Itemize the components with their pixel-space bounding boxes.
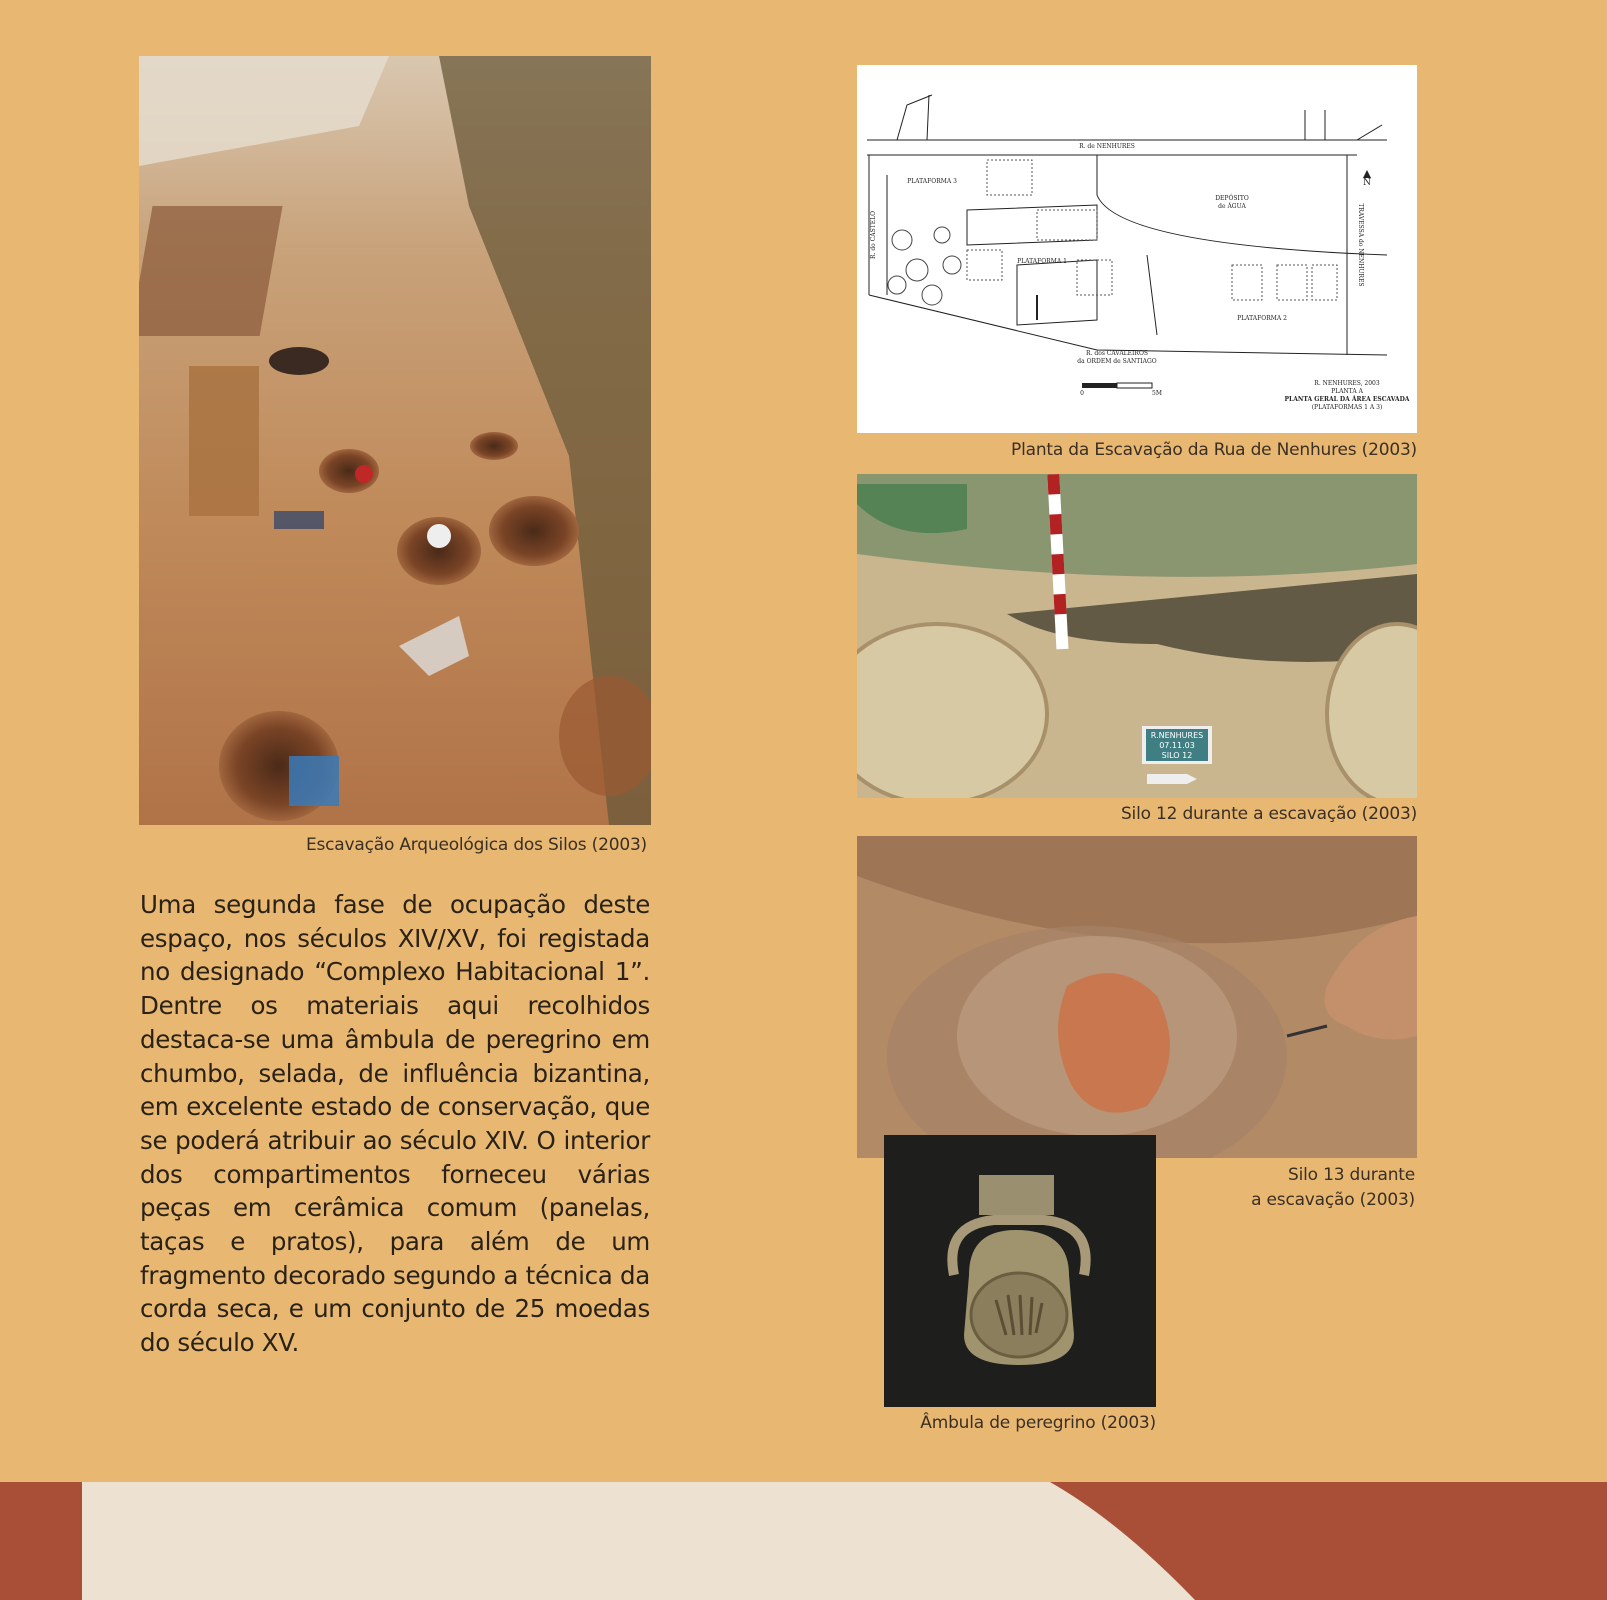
svg-text:R. NENHURES, 2003: R. NENHURES, 2003 — [1314, 380, 1380, 387]
ambula-caption: Âmbula de peregrino (2003) — [920, 1413, 1156, 1433]
ambula-photo — [884, 1135, 1156, 1407]
silo-13-caption-line2: a escavação (2003) — [1251, 1190, 1415, 1210]
site-plan-drawing — [857, 65, 1417, 433]
svg-text:R. de NENHURES: R. de NENHURES — [1079, 143, 1135, 150]
svg-text:0: 0 — [1080, 390, 1084, 397]
svg-text:(PLATAFORMAS 1 A 3): (PLATAFORMAS 1 A 3) — [1311, 404, 1383, 411]
silo-12-photo — [857, 474, 1417, 798]
svg-text:R. dos CAVALEIROS: R. dos CAVALEIROS — [1086, 350, 1148, 357]
svg-text:DEPÓSITO: DEPÓSITO — [1215, 195, 1249, 202]
svg-text:PLATAFORMA 2: PLATAFORMA 2 — [1237, 315, 1287, 322]
svg-text:da ORDEM de SANTIAGO: da ORDEM de SANTIAGO — [1077, 358, 1157, 365]
body-paragraph: Uma segunda fase de ocupação deste espaço, nos séculos XIV/XV, foi registada no designado “Complexo Habitacional 1”. Dentre os materiais aqui recolhidos destaca-se uma âmbula de peregrino em chumbo, selada, de influência bizantina, em excelente estado de conservação, que se poderá atribuir ao século XIV. O interior dos compartimentos forneceu várias peças em cerâmica comum (panelas, taças e pratos), para além de um fragmento decorado segundo a técnica da corda seca, e um conjunto de 25 moedas do século XV. — [140, 890, 650, 1358]
silo-12-caption: Silo 12 durante a escavação (2003) — [1120, 804, 1417, 824]
excavation-overview-photo — [139, 56, 651, 825]
svg-text:SILO 12: SILO 12 — [1161, 751, 1193, 760]
svg-text:PLANTA GERAL DA ÁREA ESCAVADA: PLANTA GERAL DA ÁREA ESCAVADA — [1284, 396, 1410, 403]
svg-text:PLATAFORMA 1: PLATAFORMA 1 — [1017, 258, 1067, 265]
svg-text:PLATAFORMA 3: PLATAFORMA 3 — [907, 178, 957, 185]
svg-text:TRAVESSA do NENHURES: TRAVESSA do NENHURES — [1357, 203, 1364, 287]
svg-text:R.NENHURES: R.NENHURES — [1150, 731, 1204, 740]
svg-text:de ÁGUA: de ÁGUA — [1218, 203, 1246, 210]
footer-band — [0, 1482, 1607, 1600]
svg-text:N: N — [1363, 178, 1371, 188]
svg-text:07.11.03: 07.11.03 — [1159, 741, 1195, 750]
svg-text:R. do CASTELO: R. do CASTELO — [870, 210, 877, 260]
excavation-overview-caption: Escavação Arqueológica dos Silos (2003) — [305, 835, 647, 855]
silo-13-photo — [857, 836, 1417, 1158]
svg-text:PLANTA A: PLANTA A — [1331, 388, 1363, 395]
silo-13-caption-line1: Silo 13 durante — [1288, 1165, 1415, 1185]
site-plan-caption: Planta da Escavação da Rua de Nenhures (2003) — [1011, 440, 1417, 460]
svg-text:5M: 5M — [1152, 390, 1162, 397]
